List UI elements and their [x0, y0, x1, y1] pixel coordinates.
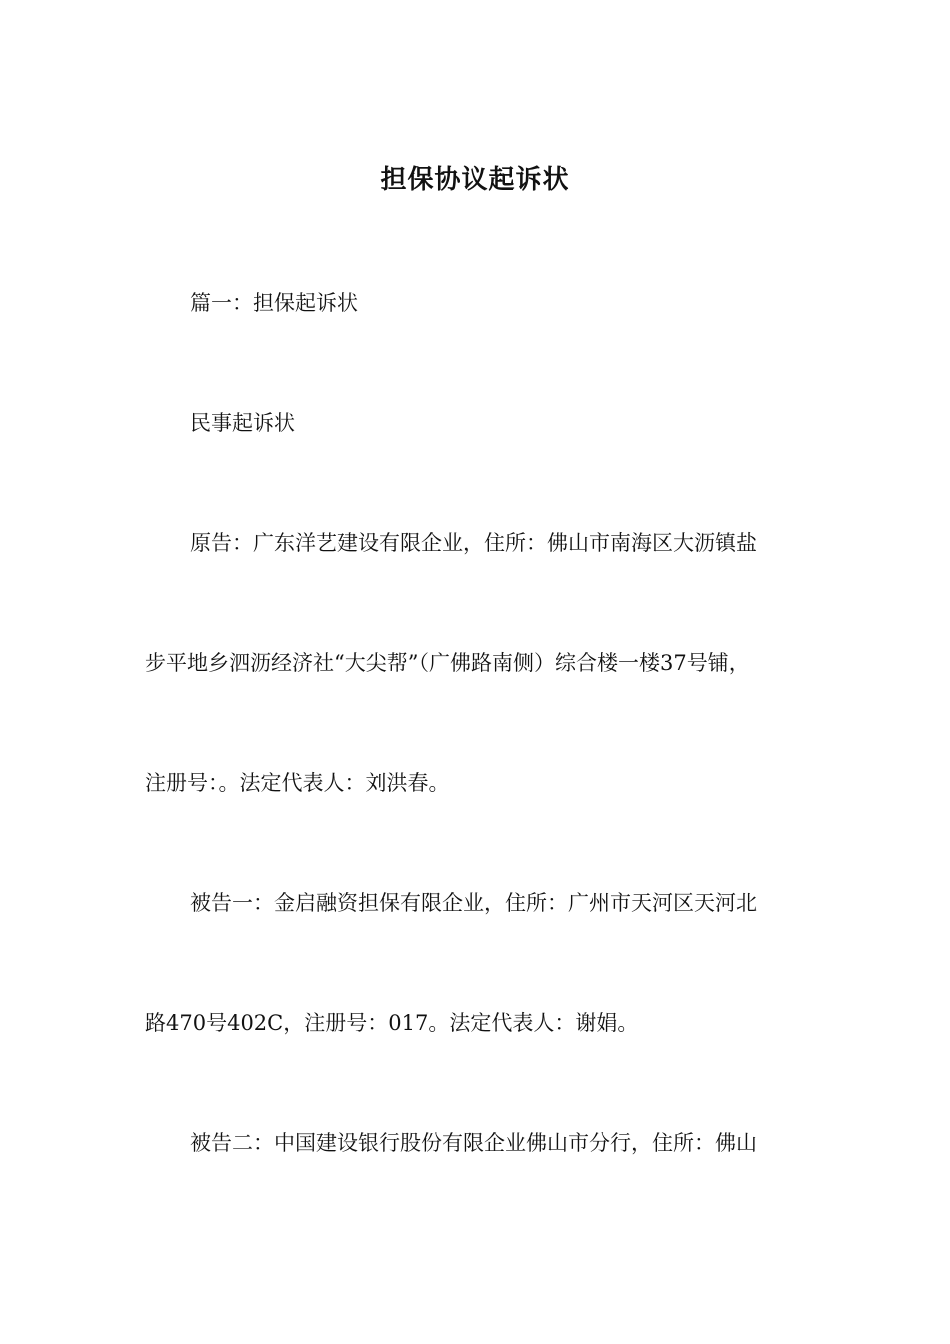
plaintiff-line-1: 原告：广东洋艺建设有限企业，住所：佛山市南海区大沥镇盐 [190, 531, 757, 555]
plaintiff-line-2: 步平地乡泗沥经济社“大尖帮”（广佛路南侧）综合楼一楼37号铺， [145, 651, 750, 675]
plaintiff-line-3: 注册号：。法定代表人：刘洪春。 [145, 771, 450, 795]
complaint-heading: 民事起诉状 [190, 411, 295, 435]
document-title: 担保协议起诉状 [380, 165, 570, 195]
section-heading: 篇一：担保起诉状 [190, 291, 358, 315]
defendant-one-line-2: 路470号402C，注册号：017。法定代表人：谢娟。 [145, 1011, 639, 1035]
defendant-two-line-1: 被告二：中国建设银行股份有限企业佛山市分行，住所：佛山 [190, 1131, 757, 1155]
defendant-one-line-1: 被告一：金启融资担保有限企业，住所：广州市天河区天河北 [190, 891, 757, 915]
